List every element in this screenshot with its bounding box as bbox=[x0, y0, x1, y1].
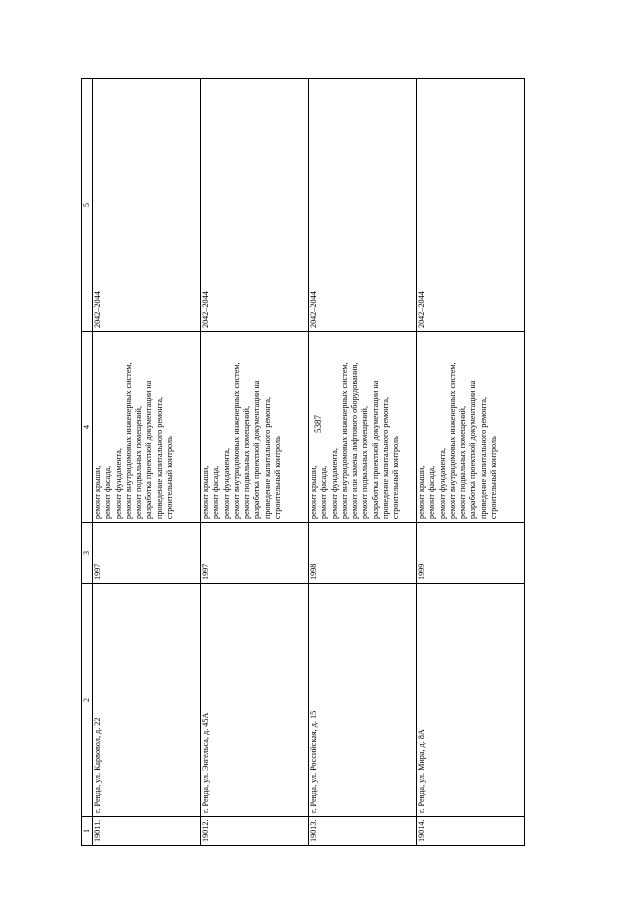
row-address: г. Ревда, ул. Карвовол, д. 22 bbox=[93, 584, 201, 817]
repair-schedule-table bbox=[81, 78, 525, 846]
row-works: ремонт крыши, ремонт фасада, ремонт фундамента, ремонт внутридомовых инженерных систем, ремонт или замена лифтового оборудования, ремонт подвальных помещений, разработка проектной документации на проведение капитального ремонта, строительный контроль bbox=[309, 332, 417, 523]
page-number: 5387 bbox=[313, 415, 323, 433]
header-col-4: 4 bbox=[82, 332, 93, 523]
row-period: 2042–2044 bbox=[93, 79, 201, 332]
row-period: 2042–2044 bbox=[417, 79, 525, 332]
header-col-1: 1 bbox=[82, 817, 93, 846]
row-number: 19014. bbox=[417, 817, 525, 846]
table-row bbox=[93, 79, 201, 846]
row-period: 2042–2044 bbox=[309, 79, 417, 332]
header-row bbox=[82, 79, 93, 846]
row-works: ремонт крыши, ремонт фасада, ремонт фундамента, ремонт внутридомовых инженерных систем, ремонт подвальных помещений, разработка проектной документации на проведение капитального ремонта, строительный контроль bbox=[417, 332, 525, 523]
table-row bbox=[417, 79, 525, 846]
row-address: г. Ревда, ул. Мира, д. 8А bbox=[417, 584, 525, 817]
row-number: 19013. bbox=[309, 817, 417, 846]
header-col-2: 2 bbox=[82, 584, 93, 817]
header-col-3: 3 bbox=[82, 523, 93, 584]
row-year: 1997 bbox=[93, 523, 201, 584]
row-number: 19012. bbox=[201, 817, 309, 846]
row-address: г. Ревда, ул. Российская, д. 15 bbox=[309, 584, 417, 817]
row-number: 19011. bbox=[93, 817, 201, 846]
row-year: 1998 bbox=[309, 523, 417, 584]
table-row bbox=[309, 79, 417, 846]
row-year: 1999 bbox=[417, 523, 525, 584]
row-year: 1997 bbox=[201, 523, 309, 584]
row-period: 2042–2044 bbox=[201, 79, 309, 332]
row-works: ремонт крыши, ремонт фасада, ремонт фундамента, ремонт внутридомовых инженерных систем, ремонт подвальных помещений, разработка проектной документации на проведение капитального ремонта, строительный контроль bbox=[93, 332, 201, 523]
rotated-table-container bbox=[81, 79, 533, 846]
row-works: ремонт крыши, ремонт фасада, ремонт фундамента, ремонт внутридомовых инженерных систем, ремонт подвальных помещений, разработка проектной документации на проведение капитального ремонта, строительный контроль bbox=[201, 332, 309, 523]
row-address: г. Ревда, ул. Энгельса, д. 45А bbox=[201, 584, 309, 817]
header-col-5: 5 bbox=[82, 79, 93, 332]
table-row bbox=[201, 79, 309, 846]
